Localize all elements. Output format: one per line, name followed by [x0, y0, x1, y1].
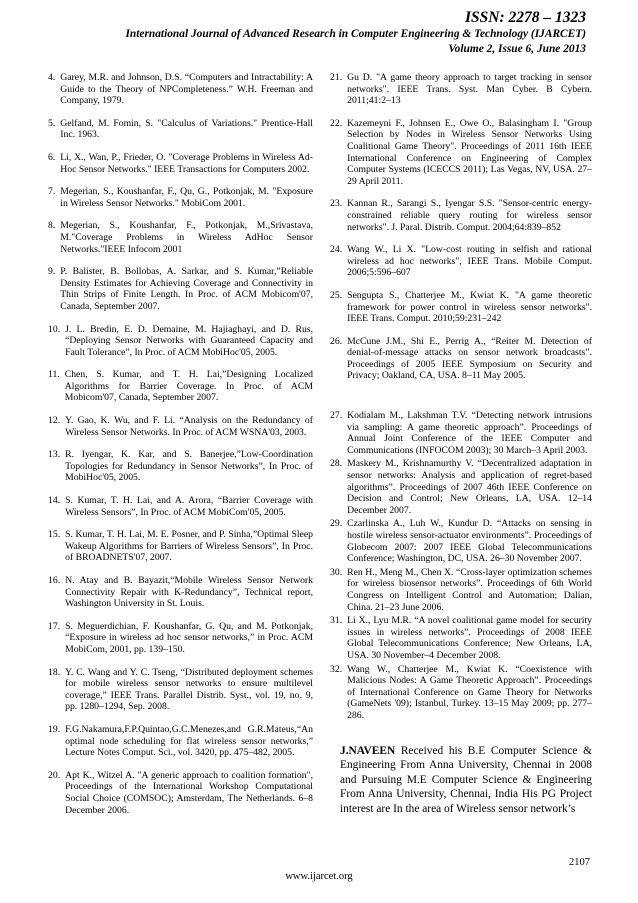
reference-text: J. L. Bredin, E. D. Demaine, M. Hajiaghayi, and D. Rus, “Deploying Sensor Networks with Guaranteed Capacity and Fault Tolerance”, In Proc. of ACM MobiHoc'05, 2005. — [65, 323, 313, 358]
reference-number: 9. — [48, 266, 56, 278]
reference-item — [48, 266, 313, 312]
reference-number: 15. — [48, 529, 61, 541]
reference-text: Maskery M., Krishnamurthy V. “Decentralized adaptation in sensor networks: Analysis and application of regret-based algorithms”. Proceedings of 2007 46th IEEE Conference on Decision and Control; New Orleans, LA, USA. 12–14 December 2007. — [347, 458, 592, 516]
reference-number: 12. — [48, 415, 61, 427]
reference-number: 22. — [330, 117, 343, 129]
reference-number: 11. — [48, 369, 60, 381]
reference-number: 6. — [48, 151, 56, 163]
reference-item — [330, 410, 592, 456]
reference-number: 26. — [330, 335, 343, 347]
reference-number: 19. — [48, 723, 61, 735]
reference-text: Garey, M.R. and Johnson, D.S. “Computers and Intractability: A Guide to the Theory of NPCompleteness.” W.H. Freeman and Company, 1979. — [60, 72, 313, 107]
reference-item — [330, 72, 592, 107]
reference-number: 20. — [48, 769, 61, 781]
reference-number: 31. — [330, 615, 343, 627]
author-bio — [330, 744, 592, 817]
footer-url: www.ijarcet.org — [285, 871, 353, 882]
reference-text: Ren H., Meng M., Chen X. “Cross-layer optimization schemes for wireless biosensor networks”. Proceedings of 6th World Congress on Intelligent Control and Automation; Dalian, China. 21–23 June 2006. — [347, 566, 592, 613]
reference-item — [330, 567, 592, 613]
reference-text: Apt K., Witzel A. "A generic approach to coalition formation", Proceedings of the International Workshop Computational Social Choice (COMSOC); Amsterdam, The Netherlands. 6–8 December 2006. — [65, 769, 313, 816]
reference-text: Czarlinska A., Luh W., Kundur D. “Attacks on sensing in hostile wireless sensor-actuator environments”. Proceedings of Globecom 2007: 2007 IEEE Global Telecommunications Conference; Washington, DC, USA. 26–30 November 2007. — [347, 518, 592, 565]
reference-number: 24. — [330, 244, 343, 256]
reference-text: Gu D. "A game theory approach to target tracking in sensor networks". IEEE Trans. Syst. Man Cyber. B Cybern. 2011;41:2–13 — [347, 72, 592, 107]
page-header — [125, 8, 586, 57]
reference-text: Kazemeyni F., Johnsen E., Owe O., Balasingham I. "Group Selection by Nodes in Wireless Sensor Networks Using Coalitional Game Theory". Proceedings of 2011 16th IEEE International Conference on Engineering of Complex Computer Systems (ICECCS 2011); Las Vegas, NV, USA. 27–29 April 2011. — [347, 117, 592, 187]
reference-item — [330, 615, 592, 661]
reference-number: 8. — [48, 220, 56, 232]
reference-text: McCune J.M., Shi E., Perrig A., “Reiter M. Detection of denial-of-message attacks on sensor network broadcasts”. Proceedings of 2005 IEEE Symposium on Security and Privacy; Oakland, CA, USA. 8–11 May 2005. — [347, 335, 592, 382]
reference-number: 17. — [48, 620, 61, 632]
reference-item — [48, 369, 313, 404]
reference-number: 14. — [48, 495, 61, 507]
reference-item — [330, 290, 592, 325]
reference-text: Megerian, S., Koushanfar, F., Potkonjak, M.,Srivastava, M."Coverage Problems in Wireless AdHoc Sensor Networks."IEEE Infocom 2001 — [60, 220, 313, 255]
reference-item — [48, 152, 313, 175]
reference-number: 30. — [330, 566, 343, 578]
reference-text: Kodialam M., Lakshman T.V. “Detecting network intrusions via sampling: A game theoretic approach”. Proceedings of Annual Joint Conference of the IEEE Computer and Communications (INFOCOM 2003); 30 March–3 April 2003. — [347, 410, 592, 456]
reference-item — [48, 118, 313, 141]
reference-text: Kannan R., Sarangi S., Iyengar S.S. "Sensor-centric energy-constrained reliable query routing for wireless sensor networks". J. Paral. Distrib. Comput. 2004;64:839–852 — [347, 198, 592, 233]
reference-number: 21. — [330, 72, 343, 83]
reference-text: Wang W., Chatterjee M., Kwiat K. “Coexistence with Malicious Nodes: A Game Theoretic Approach”. Proceedings of International Conference on Game Theory for Networks (GameNets '09); Istanbul, Turkey. 13–15 May 2009; pp. 277–286. — [347, 663, 592, 721]
reference-text: P. Balister, B. Bollobas, A. Sarkar, and S. Kumar,”Reliable Density Estimates for Achieving Coverage and Connectivity in Thin Strips of Finite Length. In Proc. of ACM Mobicom'07, Canada, September 2007. — [60, 266, 313, 312]
reference-text: Chen, S. Kumar, and T. H. Lai,”Designing Localized Algorithms for Barrier Coverage. In Proc. of ACM Mobicom'07, Canada, September 2007. — [64, 369, 313, 404]
reference-item — [48, 621, 313, 656]
reference-text: Y. C. Wang and Y. C. Tseng, “Distributed deployment schemes for mobile wireless sensor networks to ensure multilevel coverage,” IEEE Trans. Parallel Distrib. Syst., vol. 19, no. 9, pp. 1280–1294, Sep. 2008. — [65, 666, 313, 713]
reference-text: Sengupta S., Chatterjee M., Kwiat K. "A game theoretic framework for power control in wireless sensor networks". IEEE Trans. Comput. 2010;59:231–242 — [347, 289, 592, 325]
reference-text: N. Atay and B. Bayazit,“Mobile Wireless Sensor Network Connectivity Repair with K-Redundancy”, Technical report, Washington University in St. Louis. — [65, 575, 313, 610]
right-references-column — [330, 72, 592, 816]
page-number: 2107 — [569, 857, 590, 868]
reference-number: 18. — [48, 666, 61, 678]
reference-item — [48, 415, 313, 438]
reference-text: S. Kumar, T. H. Lai, M. E. Posner, and P. Sinha,”Optimal Sleep Wakeup Algorithms for Barriers of Wireless Sensors”, In Proc. of BROADNETS'07, 2007. — [65, 529, 313, 564]
reference-item — [330, 118, 592, 188]
reference-item — [48, 449, 313, 484]
reference-number: 32. — [330, 663, 343, 675]
journal-title: International Journal of Advanced Research in Computer Engineering & Technology (IJARCET) — [125, 28, 586, 40]
reference-number: 13. — [48, 449, 61, 461]
reference-item — [330, 518, 592, 564]
reference-item — [48, 575, 313, 610]
author-name: J.NAVEEN — [340, 744, 396, 757]
reference-text: Li, X., Wan, P., Frieder, O. "Coverage Problems in Wireless Ad-Hoc Sensor Networks." IEEE Transactions for Computers 2002. — [60, 151, 313, 175]
author-bio-text: Received his B.E Computer Science & Engineering From Anna University, Chennai in 2008 and Pursuing M.E Computer Science & Engineering From Anna University, Chennai, India His PG Project interest are In the area of Wireless sensor network’s — [340, 744, 592, 815]
volume-issue: Volume 2, Issue 6, June 2013 — [448, 43, 586, 55]
reference-item — [330, 458, 592, 516]
reference-item — [330, 336, 592, 382]
reference-text: Gelfand, M. Fomin, S. "Calculus of Variations." Prentice-Hall Inc. 1963. — [60, 117, 313, 141]
reference-text: Wang W., Li X. "Low-cost routing in selfish and rational wireless ad hoc networks", IEEE Trans. Mobile Comput. 2006;5:596–607 — [347, 244, 592, 279]
reference-number: 5. — [48, 117, 56, 129]
reference-number: 28. — [330, 458, 343, 470]
issn-label: ISSN: 2278 – 1323 — [464, 9, 586, 26]
reference-item — [48, 324, 313, 359]
right-reference-list — [330, 72, 592, 722]
reference-item — [48, 667, 313, 713]
reference-number: 23. — [330, 198, 343, 210]
left-references-column — [48, 72, 313, 827]
reference-text: Y. Gao, K. Wu, and F. Li. “Analysis on the Redundancy of Wireless Sensor Networks. In Proc. of ACM WSNA'03, 2003. — [65, 415, 313, 438]
reference-item — [48, 495, 313, 518]
reference-item — [330, 664, 592, 722]
reference-text: F.G.Nakamura,F.P.Quintao,G.C.Menezes,and G.R.Mateus,“An optimal node scheduling for flat wireless sensor networks,” Lecture Notes Comput. Sci., vol. 3420, pp. 475–482, 2005. — [65, 723, 313, 759]
reference-text: Megerian, S., Koushanfar, F., Qu, G., Potkonjak, M. "Exposure in Wireless Sensor Networks." MobiCom 2001. — [60, 186, 313, 209]
reference-text: R. Iyengar, K. Kar, and S. Banerjee,”Low-Coordination Topologies for Redundancy in Sensor Networks”, In Proc. of MobiHoc'05, 2005. — [65, 449, 313, 484]
reference-item — [48, 72, 313, 107]
reference-number: 7. — [48, 186, 56, 198]
reference-item — [48, 770, 313, 816]
reference-text: S. Kumar, T. H. Lai, and A. Arora, “Barrier Coverage with Wireless Sensors”, In Proc. of ACM MobiCom'05, 2005. — [65, 495, 313, 518]
reference-number: 27. — [330, 410, 343, 422]
reference-item — [48, 529, 313, 564]
reference-number: 10. — [48, 323, 61, 335]
reference-text: Li X., Lyu M.R. “A novel coalitional game model for security issues in wireless networks”. Proceedings of 2008 IEEE Global Telecommunications Conference; New Orleans, LA, USA. 30 November–4 December 2008. — [347, 615, 592, 661]
reference-item — [330, 198, 592, 233]
reference-number: 4. — [48, 72, 56, 83]
reference-item — [48, 724, 313, 759]
reference-item — [48, 220, 313, 255]
reference-number: 16. — [48, 575, 61, 586]
reference-item — [330, 244, 592, 279]
reference-text: S. Meguerdichian, F. Koushanfar, G. Qu, and M. Potkonjak, “Exposure in wireless ad hoc sensor networks,” in Proc. ACM MobiCom, 2001, pp. 139–150. — [65, 620, 313, 655]
reference-item — [48, 186, 313, 209]
reference-number: 29. — [330, 518, 343, 530]
reference-number: 25. — [330, 289, 343, 301]
